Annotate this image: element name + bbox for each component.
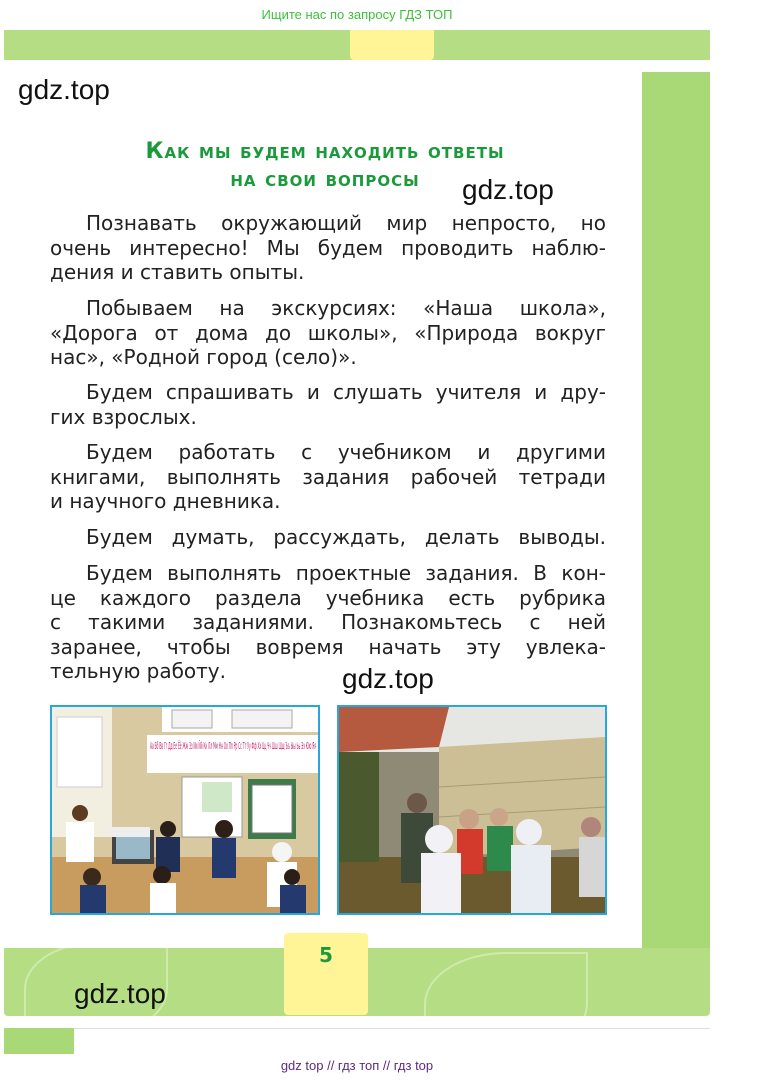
text-line: «Дорога от дома до школы», «Природа вокруг bbox=[50, 320, 606, 345]
text-line: гих взрослых. bbox=[50, 404, 197, 429]
next-page-strip bbox=[4, 1028, 710, 1055]
top-banner bbox=[0, 0, 714, 30]
classroom-photo bbox=[50, 705, 320, 915]
paragraph bbox=[50, 525, 606, 550]
text-line: Познавать окружающий мир непросто, но bbox=[86, 211, 606, 235]
watermark: gdz.top bbox=[18, 74, 110, 105]
text-line: Будем спрашивать и слушать учителя и дру- bbox=[86, 380, 606, 404]
paragraph bbox=[50, 211, 606, 285]
text-line: заранее, чтобы вовремя начать эту увлека- bbox=[50, 634, 606, 659]
page-side-margin bbox=[642, 72, 710, 948]
footer bbox=[0, 1054, 714, 1082]
text-line: дения и ставить опыты. bbox=[50, 260, 305, 284]
text-line: Будем работать с учебником и другими bbox=[86, 440, 606, 464]
top-banner-text: Ищите нас по запросу ГДЗ ТОП bbox=[261, 7, 453, 22]
excursion-photo bbox=[337, 705, 607, 915]
next-page-green-corner bbox=[4, 1028, 74, 1054]
footer-text: gdz top // гдз топ // гдз top bbox=[280, 1058, 434, 1073]
page-number-tab bbox=[284, 933, 368, 1015]
text-line: очень интересно! Мы будем проводить наблю- bbox=[50, 235, 606, 260]
text-line: Побываем на экскурсиях: «Наша школа», bbox=[86, 296, 606, 320]
text-line: с такими заданиями. Познакомьтесь с ней bbox=[50, 610, 606, 634]
text-line: Будем выполнять проектные задания. В кон- bbox=[86, 561, 606, 585]
watermark: gdz.top bbox=[74, 978, 166, 1009]
alphabet-chart bbox=[150, 739, 316, 752]
page-number: 5 bbox=[319, 943, 333, 967]
paragraph bbox=[50, 296, 606, 370]
excursion-illustration bbox=[339, 707, 605, 913]
text-line: це каждого раздела учебника есть рубрика bbox=[50, 585, 606, 610]
text-line: книгами, выполнять задания рабочей тетради bbox=[50, 464, 606, 489]
text-line: Будем думать, рассуждать, делать выводы. bbox=[86, 525, 606, 549]
paragraph bbox=[50, 380, 606, 429]
watermark: gdz.top bbox=[462, 174, 554, 205]
text-line: и научного дневника. bbox=[50, 489, 281, 513]
paragraph bbox=[50, 440, 606, 514]
text-line: тельную работу. bbox=[50, 659, 226, 683]
watermark: gdz.top bbox=[342, 663, 434, 694]
heading-line-2: на свои вопросы bbox=[230, 167, 420, 192]
paragraph bbox=[50, 561, 606, 684]
classroom-illustration bbox=[52, 707, 318, 913]
heading-line-1: Как мы будем находить ответы bbox=[145, 139, 505, 164]
text-line: нас», «Родной город (село)». bbox=[50, 345, 357, 369]
previous-page-tab bbox=[350, 30, 434, 60]
